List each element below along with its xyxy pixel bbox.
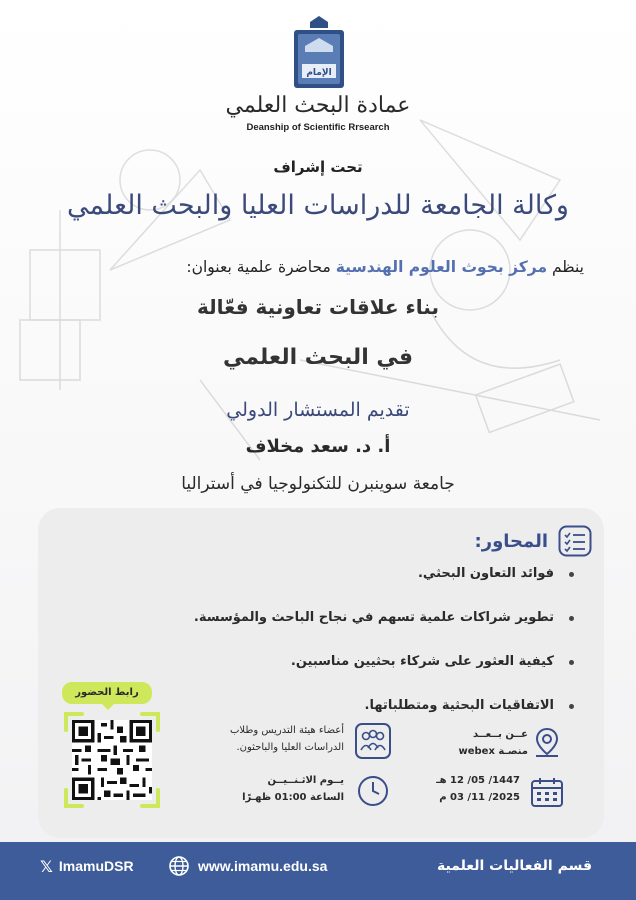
organizes-line (44, 258, 584, 276)
attendance-qr-code[interactable] (72, 720, 152, 800)
axes-title: المحاور: (474, 530, 548, 552)
research-center-name: مركز بحوث العلوم الهندسية (335, 258, 548, 276)
university-logo (288, 14, 350, 92)
audience-icon (354, 722, 392, 760)
footer-department: قسم الفعاليات العلمية (437, 858, 592, 874)
x-logo-icon: 𝕏 (40, 856, 53, 876)
date-info (436, 772, 520, 806)
globe-icon (168, 855, 190, 877)
presented-by-label: تقديم المستشار الدولي (226, 399, 410, 421)
speaker-name: أ. د. سعد مخلاف (245, 436, 391, 457)
speaker-university: جامعة سوينبرن للتكنولوجيا في أستراليا (181, 474, 455, 494)
platform-label: منصـة webex (458, 746, 528, 757)
deanship-name-english: Deanship of Scientific Rrsearch (246, 122, 390, 133)
list-item: فوائد التعاون البحثي. (158, 563, 578, 607)
lecture-title-line2: في البحث العلمي (222, 345, 414, 370)
vice-rectorate-name: وكالة الجامعة للدراسات العليا والبحث العلمي (67, 190, 569, 221)
calendar-icon (530, 776, 564, 808)
axes-list (158, 563, 578, 739)
location-pin-icon (532, 726, 562, 758)
organizes-suffix: محاضرة علمية بعنوان: (186, 258, 336, 276)
time-label: الساعة 01:00 ظهـرًا (242, 792, 344, 803)
logo-text: الإمام (306, 68, 332, 78)
checklist-icon (558, 525, 592, 557)
deanship-name-arabic: عمادة البحث العلمي (225, 93, 411, 118)
lecture-title-line1: بناء علاقات تعاونية فعّالة (197, 295, 439, 319)
audience-line1: أعضاء هيئة التدريس وطلاب (230, 725, 344, 736)
attendance-link-label[interactable]: رابط الحضور (62, 682, 152, 704)
under-supervision-label: تحت إشراف (273, 158, 363, 176)
date-gregorian: 2025/ 11/ 03 م (439, 792, 520, 803)
remote-label: عــن بــعــد (473, 729, 528, 740)
website-link[interactable] (168, 854, 327, 878)
organizes-prefix: ينظم (547, 258, 584, 276)
axes-header (475, 523, 592, 559)
social-handle: ImamuDSR (58, 858, 134, 874)
delivery-mode (458, 726, 528, 760)
website-url: www.imamu.edu.sa (198, 858, 328, 874)
list-item: الاتفاقيات البحثية ومتطلباتها. (158, 695, 578, 739)
audience-line2: الدراسات العليا والباحثون. (236, 742, 344, 753)
list-item: كيفية العثور على شركاء بحثيين مناسبين. (158, 651, 578, 695)
list-item: تطوير شراكات علمية تسهم في نجاح الباحث والمؤسسة. (158, 607, 578, 651)
audience-info (230, 722, 344, 756)
date-hijri: 1447/ 05/ 12 هـ (436, 775, 520, 786)
time-info (242, 772, 344, 806)
day-label: يــوم الاثـنــيــن (267, 775, 344, 786)
clock-icon (356, 774, 390, 808)
social-link[interactable] (40, 854, 134, 878)
